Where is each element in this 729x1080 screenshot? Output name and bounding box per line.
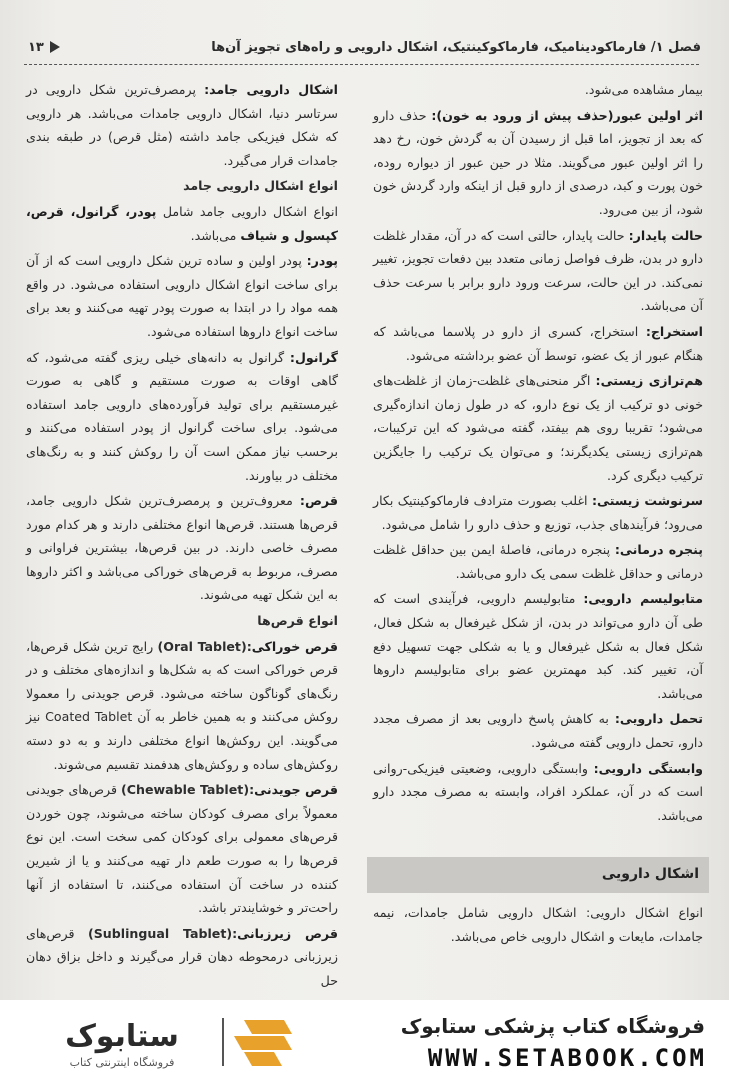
shop-name: فروشگاه کتاب پزشکی ستابوک (400, 1014, 705, 1038)
paragraph: پودر: پودر اولین و ساده ترین شکل دارویی است که از آن برای ساخت انواع اشکال دارویی استفاده می‌شود. در واقع همه مواد را در ابتدا به صورت پودر تهیه می‌کنند و بعد برای ساخت انواع داروها استفاده می‌شود. (26, 253, 338, 339)
paragraph: هم‌ترازی زیستی: اگر منحنی‌های غلظت‌-زمان از غلظت‌های خونی دو ترکیب از یک نوع دارو، که در طول زمان اندازه‌گیری می‌شود؛ تقریبا روی هم بیفتد، گفته می‌شود که این ترکیبات، هم‌ترازی زیستی یکدیگرند؛ و می‌توان یک ترکیب را جایگزین ترکیب دیگری کرد. (373, 373, 703, 483)
paragraph: قرص: معروف‌ترین و پرمصرف‌ترین شکل دارویی جامد، قرص‌ها هستند. قرص‌ها انواع مختلفی دارند و هر کدام مورد مصرف خاصی دارند. در بین قرص‌ها، بیشترین فراوانی و مصرف، مربوط به قرص‌های خوراکی می‌باشد و اکثر داروها به این شکل تهیه می‌شوند. (26, 493, 338, 603)
paragraph: اثر اولین عبور(حذف پیش از ورود به خون): حذف دارو که بعد از تجویز، اما قبل از رسیدن آن به گردش خون، رخ دهد را اثر اولین عبور می‌گویند. مثلا در حین عبور از دیواره روده، خون پورت و کبد، درصدی از دارو قبل از اینکه وارد گردش خون شود، از بین می‌رود. (373, 107, 703, 217)
page-header (28, 32, 701, 62)
paragraph: وابستگی دارویی: وابستگی دارویی، وضعیتی فیزیکی-روانی است که در آن، عملکرد افراد، وابسته به مصرف مجدد دارو می‌باشد. (373, 760, 703, 823)
logo-text: ستابوک (65, 1019, 179, 1054)
paragraph: حالت پایدار: حالت پایدار، حالتی است که در آن، مقدار غلظت دارو در بدن، ظرف فواصل زمانی متعدد بین دفعات تجویز، تغییر نمی‌کند. در این حالت، سرعت ورود دارو برابر با سرعت حذف آن می‌باشد. (373, 227, 703, 314)
term: هم‌ترازی زیستی: (595, 373, 703, 389)
header-divider (24, 64, 699, 65)
page-number: ۱۳ (28, 39, 44, 55)
term: حالت پایدار: (628, 227, 703, 243)
paragraph: تحمل دارویی: به کاهش پاسخ دارویی بعد از مصرف مجدد دارو، تحمل دارویی گفته می‌شود. (373, 711, 703, 751)
term: سرنوشت زیستی: (591, 493, 703, 509)
paragraph: قرص زیرزبانی(Sublingual Tablet): قرص‌های زیرزبانی درمحوطه دهان قرار می‌گیرند و داخل بزاق دهان حل (26, 925, 338, 988)
subheading: انواع اشکال دارویی جامد (183, 178, 338, 194)
paragraph: پنجره درمانی: پنجره درمانی، فاصلهٔ ایمن بین حداقل غلظت درمانی و حداقل غلظت سمی یک دارو می‌باشد. (373, 542, 703, 581)
paragraph: سرنوشت زیستی: اغلب بصورت مترادف فارماکوکینتیک بکار می‌رود؛ فرآیندهای جذب، توزیع و حذف دارو را شامل می‌شود. (373, 493, 703, 532)
term: پنجره درمانی: (614, 542, 703, 558)
paragraph: گرانول: گرانول به دانه‌های خیلی ریزی گفته می‌شود، که گاهی اوقات به صورت مستقیم و گاهی به صورت غیرمستقیم برای تولید فرآورده‌های دارویی جامد استفاده می‌شود. برای ساخت گرانول از پودر استفاده می‌کنند و برحسب نیاز ممکن است آن را روکش کنند و به رنگ‌های مختلف در بیاورند. (26, 349, 338, 483)
term: تحمل دارویی: (614, 711, 703, 727)
paragraph: انواع اشکال دارویی: اشکال دارویی شامل جامدات، نیمه جامدات، مایعات و اشکال دارویی خاص می‌باشد. (373, 905, 703, 944)
paragraph: بیمار مشاهده می‌شود. (584, 82, 703, 97)
term: اثر اولین عبور(حذف پیش از ورود به خون): (431, 107, 703, 123)
store-banner (0, 1000, 729, 1080)
setabook-logo[interactable] (22, 1012, 302, 1072)
term: وابستگی دارویی: (593, 760, 703, 776)
website-link[interactable]: WWW.SETABOOK.COM (427, 1044, 707, 1072)
subheading: انواع قرص‌ها (257, 613, 338, 629)
term: متابولیسم دارویی: (583, 591, 703, 607)
triangle-marker-icon (50, 41, 60, 53)
right-column (373, 78, 703, 950)
paragraph: استخراج: استخراج، کسری از دارو در پلاسما می‌باشد که هنگام عبور از یک عضو، توسط آن عضو برداشته می‌شود. (373, 323, 703, 363)
paragraph: متابولیسم دارویی: متابولیسم دارویی، فرآیندی است که طی آن دارو می‌تواند در بدن، از شکل غیرفعال به شکل فعال، شکل فعال به شکل غیرفعال و یا به شکلی جهت تسهیل دفع آن، تغییر کند. کبد مهمترین عضو برای متابولیسم داروها می‌باشد. (373, 591, 703, 701)
paragraph: اشکال دارویی جامد: پرمصرف‌ترین شکل دارویی در سرتاسر دنیا، اشکال دارویی جامدات می‌باشد. هر دارویی که شکل فیزیکی جامد داشته (مثل قرص) در طبقه بندی جامدات قرار می‌گیرد. (26, 82, 338, 168)
page-number-box (28, 40, 60, 55)
logo-subtext: فروشگاه اینترنتی کتاب (69, 1056, 175, 1069)
left-column (26, 78, 338, 995)
paragraph: قرص خوراکی(Oral Tablet): رایج ترین شکل قرص‌ها، قرص خوراکی است که به شکل‌ها و اندازه‌های مختلف و در رنگ‌های گوناگون ساخته می‌شود. قرص جویدنی را معمولا روکش می‌کنند و به همین خاطر به آن Coated Tablet نیز می‌گویند. این روکش‌ها انواع مختلفی دارند و به دو دسته روکش‌های ساده و روکش‌های هدفمند تقسیم می‌شوند. (26, 638, 338, 772)
paragraph: قرص جویدنی(Chewable Tablet): قرص‌های جویدنی معمولاً برای مصرف کودکان ساخته می‌شوند، چون خوردن قرص‌های معمولی برای کودکان کمی سخت است. این نوع قرص‌ها را به صورت طعم دار تهیه می‌کنند و یا از شیرین کننده در ساخت آن استفاده می‌کنند، تا استفاده از آنها راحت‌تر و خوشایندتر باشد. (26, 782, 338, 916)
paragraph: انواع اشکال دارویی جامد شامل پودر، گرانول، قرص، کپسول و شیاف می‌باشد. (26, 203, 338, 243)
term: استخراج: (645, 323, 703, 339)
chapter-title: فصل ۱/ فارماکودینامیک، فارماکوکینتیک، اشکال دارویی و راه‌های تجویز آن‌ها (211, 39, 701, 55)
section-heading: اشکال دارویی (367, 857, 709, 893)
